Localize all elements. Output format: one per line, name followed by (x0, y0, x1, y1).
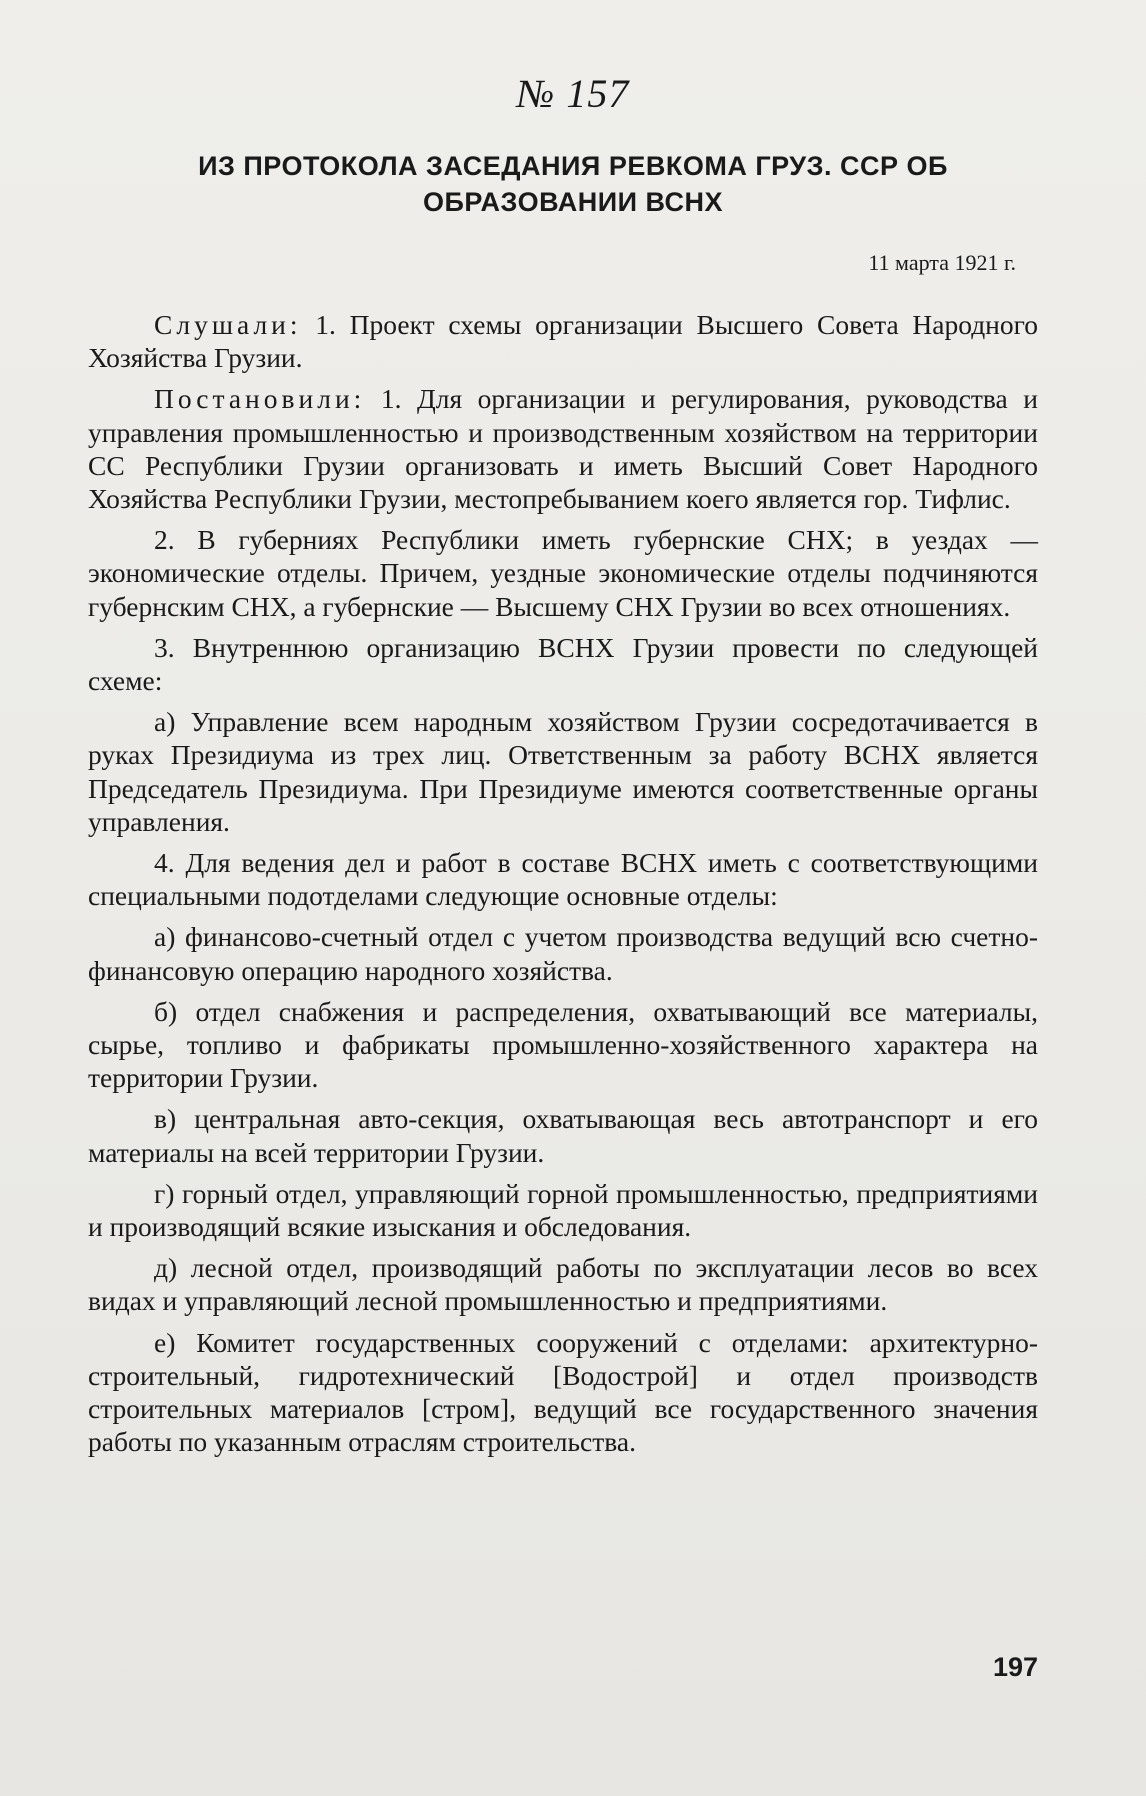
paragraph-heard (88, 308, 1038, 374)
title-line-1: ИЗ ПРОТОКОЛА ЗАСЕДАНИЯ РЕВКОМА ГРУЗ. ССР ОБ (198, 151, 948, 181)
document-body (88, 308, 1038, 1467)
title-line-2: ОБРАЗОВАНИИ ВСНХ (422, 187, 724, 217)
paragraph-text: 1. Для организации и регулирования, руководства и управления промышленностью и производственным хозяйством на территории СС Республики Грузии организовать и иметь Высший Совет Народного Хозяйства Республики Грузии, местопребыванием коего является гор. Тифлис. (88, 383, 1038, 515)
paragraph-item-4d: г) горный отдел, управляющий горной промышленностью, предприятиями и производящий всякие изыскания и обследования. (88, 1177, 1038, 1243)
paragraph-item-4c: в) центральная авто-секция, охватывающая весь автотранспорт и его материалы на всей территории Грузии. (88, 1103, 1038, 1168)
document-date: 11 марта 1921 г. (868, 250, 1016, 275)
paragraph-lead: Слушали: (154, 309, 302, 340)
paragraph-item-4a: а) финансово-счетный отдел с учетом производства ведущий всю счетно-финансовую операцию народного хозяйства. (88, 921, 1038, 986)
paragraph-item-3: 3. Внутреннюю организацию ВСНХ Грузии провести по следующей схеме: (88, 631, 1038, 697)
paragraph-resolved (88, 382, 1038, 515)
paragraph-item-4f: е) Комитет государственных сооружений с отделами: архитектурно-строительный, гидротехнический [Водострой] и отдел производств строительных материалов [стром], ведущий все государственного значения работы по указанным отраслям строительства. (88, 1326, 1038, 1458)
paragraph-item-4e: д) лесной отдел, производящий работы по эксплуатации лесов во всех видах и управляющий лесной промышленностью и предприятиями. (88, 1252, 1038, 1317)
document-title (90, 148, 1056, 220)
paragraph-item-4b: б) отдел снабжения и распределения, охватывающий все материалы, сырье, топливо и фабрикаты промышленно-хозяйственного характера на территории Грузии. (88, 995, 1038, 1094)
paragraph-text: 1. Проект схемы организации Высшего Совета Народного Хозяйства Грузии. (88, 309, 1038, 374)
paragraph-item-4: 4. Для ведения дел и работ в составе ВСНХ иметь с соответствующими специальными подотделами следующие основные отделы: (88, 847, 1038, 912)
page-number: 197 (992, 1652, 1038, 1682)
paragraph-item-3a: а) Управление всем народным хозяйством Грузии сосредотачивается в руках Президиума из трех лиц. Ответственным за работу ВСНХ является Председатель Президиума. При Президиуме имеются соответственные органы управления. (88, 706, 1038, 837)
paragraph-lead: Постановили: (154, 383, 366, 415)
paragraph-item-2: 2. В губерниях Республики иметь губернские СНХ; в уездах — экономические отделы. Причем, уездные экономические отделы подчиняются губернским СНХ, а губернские — Высшему СНХ Грузии во всех отношениях. (88, 524, 1038, 622)
document-number: № 157 (516, 71, 630, 116)
